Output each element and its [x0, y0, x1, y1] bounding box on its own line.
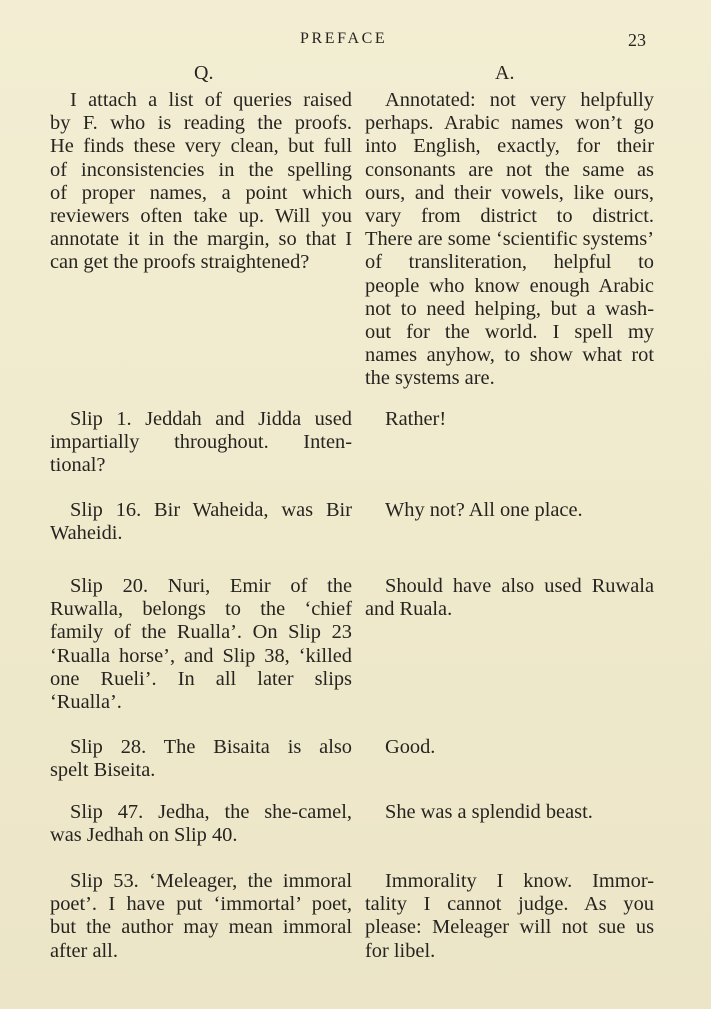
text-line: There are some ‘scientific systems’ — [365, 228, 654, 251]
answer-slip-47 — [365, 801, 654, 824]
text-line: for libel. — [365, 939, 436, 962]
text-line: tional? — [50, 454, 106, 477]
text-line: of proper names, a point which — [50, 181, 352, 204]
question-intro — [50, 89, 352, 275]
text-line: Slip 1. Jeddah and Jidda used — [70, 408, 352, 430]
text-line: Slip 28. The Bisaita is also — [70, 736, 352, 758]
text-line: and Ruala. — [365, 598, 453, 621]
text-line: by F. who is reading the proofs. — [50, 112, 352, 135]
questions-column-heading: Q. — [194, 62, 214, 84]
text-line: into English, exactly, for their — [365, 135, 654, 158]
text-line: poet’. I have put ‘immortal’ poet, — [50, 893, 352, 916]
question-slip-28 — [50, 736, 352, 782]
question-slip-53 — [50, 870, 352, 963]
answers-column-heading: A. — [495, 62, 515, 84]
text-line: Slip 47. Jedha, the she-camel, — [70, 801, 352, 823]
answer-slip-53 — [365, 870, 654, 963]
text-line: family of the Rualla’. On Slip 23 — [50, 621, 352, 644]
text-line: annotate it in the margin, so that I — [50, 228, 352, 251]
text-line: Good. — [385, 736, 436, 758]
text-line: ‘Rualla’. — [50, 691, 122, 714]
text-line: impartially throughout. Inten- — [50, 431, 352, 454]
text-line: Immorality I know. Immor- — [385, 870, 654, 892]
answer-slip-20 — [365, 575, 654, 621]
text-line: people who know enough Arabic — [365, 274, 654, 297]
text-line: reviewers often take up. Will you — [50, 205, 352, 228]
text-line: ‘Rualla horse’, and Slip 38, ‘killed — [50, 644, 352, 667]
text-line: Why not? All one place. — [385, 499, 583, 521]
text-line: I attach a list of queries raised — [70, 89, 352, 111]
text-line: perhaps. Arabic names won’t go — [365, 112, 654, 135]
text-line: was Jedhah on Slip 40. — [50, 824, 238, 847]
text-line: tality I cannot judge. As you — [365, 893, 654, 916]
question-slip-1 — [50, 408, 352, 478]
text-line: ours, and their vowels, like ours, — [365, 181, 654, 204]
answer-slip-1 — [365, 408, 654, 431]
text-line: of transliteration, helpful to — [365, 251, 654, 274]
text-line: Slip 53. ‘Meleager, the immoral — [70, 870, 352, 892]
answer-intro — [365, 89, 654, 391]
text-line: Slip 20. Nuri, Emir of the — [70, 575, 352, 597]
text-line: Annotated: not very helpfully — [385, 89, 654, 111]
text-line: spelt Biseita. — [50, 759, 156, 782]
text-line: Slip 16. Bir Waheida, was Bir — [70, 499, 352, 521]
text-line: please: Meleager will not sue us — [365, 916, 654, 939]
text-line: out for the world. I spell my — [365, 321, 654, 344]
text-line: names anyhow, to show what rot — [365, 344, 654, 367]
running-title: PREFACE — [300, 30, 388, 47]
text-line: Waheidi. — [50, 522, 123, 545]
question-slip-16 — [50, 499, 352, 545]
text-line: after all. — [50, 939, 118, 962]
text-line: vary from district to district. — [365, 205, 654, 228]
text-line: He finds these very clean, but full — [50, 135, 352, 158]
text-line: one Rueli’. In all later slips — [50, 667, 352, 690]
answer-slip-28 — [365, 736, 654, 759]
text-line: not to need helping, but a wash- — [365, 297, 654, 320]
text-line: consonants are not the same as — [365, 158, 654, 181]
text-line: She was a splendid beast. — [385, 801, 593, 823]
answer-slip-16 — [365, 499, 654, 522]
text-line: of inconsistencies in the spelling — [50, 158, 352, 181]
text-line: Ruwalla, belongs to the ‘chief — [50, 598, 352, 621]
text-line: but the author may mean immoral — [50, 916, 352, 939]
text-line: Should have also used Ruwala — [385, 575, 654, 597]
text-line: the systems are. — [365, 367, 495, 390]
text-line: Rather! — [385, 408, 447, 430]
question-slip-47 — [50, 801, 352, 847]
text-line: can get the proofs straightened? — [50, 251, 310, 274]
running-head — [0, 30, 711, 54]
question-slip-20 — [50, 575, 352, 714]
page-number: 23 — [628, 30, 646, 50]
